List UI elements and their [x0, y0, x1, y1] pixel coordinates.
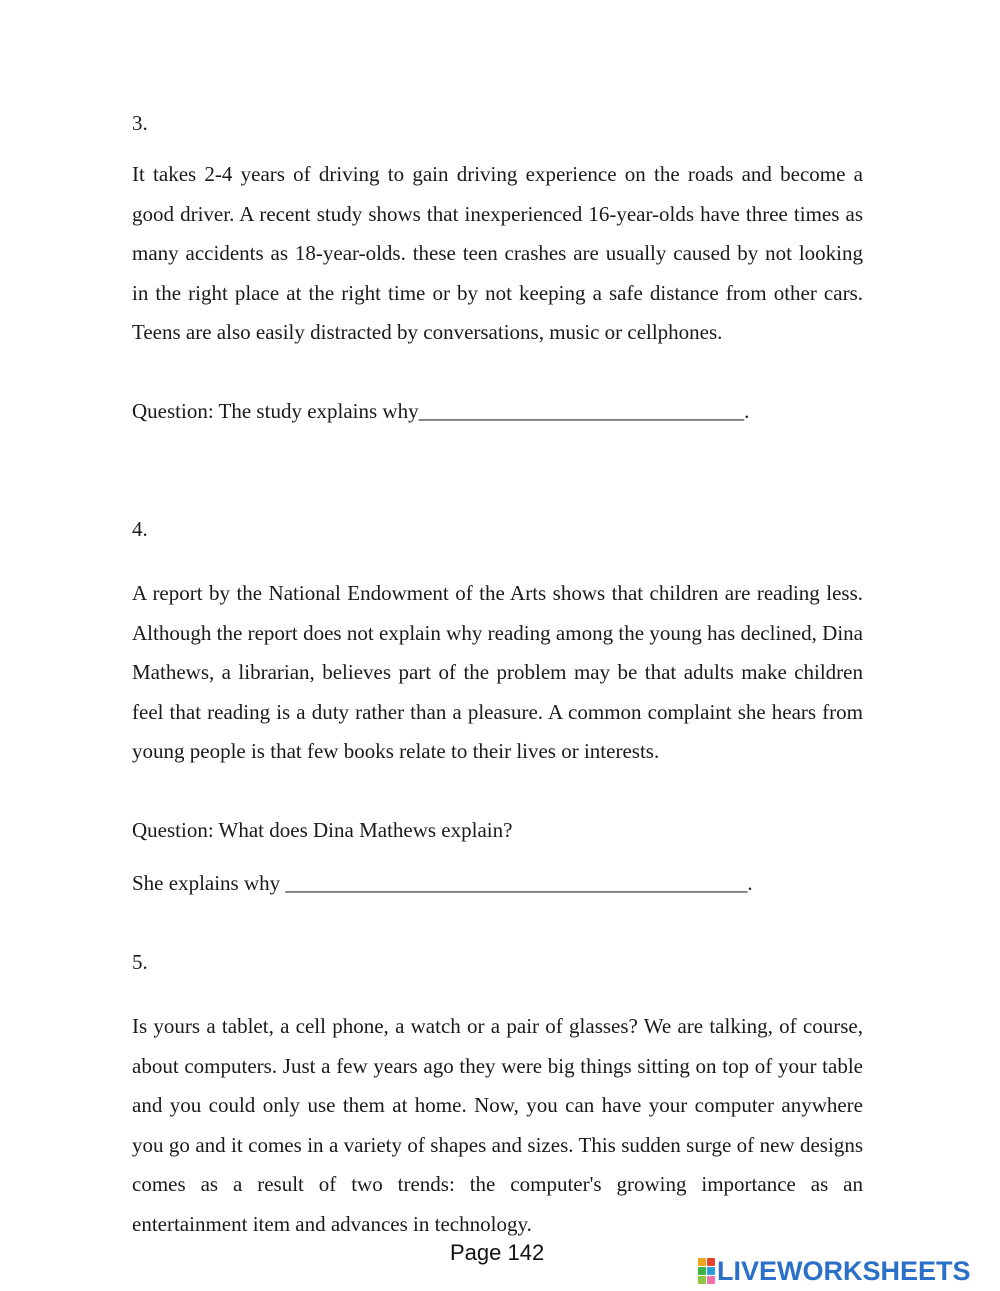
- section-4-answer-line: She explains why ____________________________________________.: [132, 871, 753, 895]
- logo-block: [698, 1267, 706, 1275]
- page-number: Page 142: [450, 1240, 545, 1265]
- section-5-paragraph: Is yours a tablet, a cell phone, a watch or a pair of glasses? We are talking, of course, about computers. Just a few years ago they were big things sitting on top of your table and you could only use them at home. Now, you can have your computer anywhere you go and it comes in a variety of shapes and sizes. This sudden surge of new designs comes as a result of two trends: the computer's growing importance as an entertainment item and advances in technology.: [132, 1014, 863, 1236]
- logo-block: [707, 1258, 715, 1266]
- section-5-number: 5.: [132, 950, 148, 974]
- logo-block: [707, 1267, 715, 1275]
- brand-name: LIVEWORKSHEETS: [717, 1256, 971, 1286]
- section-4-number: 4.: [132, 517, 148, 541]
- brand-logo-icon: [698, 1258, 715, 1284]
- liveworksheets-logo: [698, 1256, 971, 1286]
- section-3-number: 3.: [132, 111, 148, 135]
- logo-block: [698, 1258, 706, 1266]
- section-4-question: Question: What does Dina Mathews explain?: [132, 818, 513, 842]
- section-3-question: Question: The study explains why_______________________________.: [132, 399, 750, 423]
- section-4-paragraph: A report by the National Endowment of the Arts shows that children are reading less. Although the report does not explain why reading among the young has declined, Dina Mathews, a librarian, believes part of the problem may be that adults make children feel that reading is a duty rather than a pleasure. A common complaint she hears from young people is that few books relate to their lives or interests.: [132, 581, 863, 764]
- logo-block: [707, 1276, 715, 1284]
- logo-block: [698, 1276, 706, 1284]
- section-3-paragraph: It takes 2-4 years of driving to gain driving experience on the roads and become a good driver. A recent study shows that inexperienced 16-year-olds have three times as many accidents as 18-year-olds. these teen crashes are usually caused by not looking in the right place at the right time or by not keeping a safe distance from other cars. Teens are also easily distracted by conversations, music or cellphones.: [132, 162, 863, 345]
